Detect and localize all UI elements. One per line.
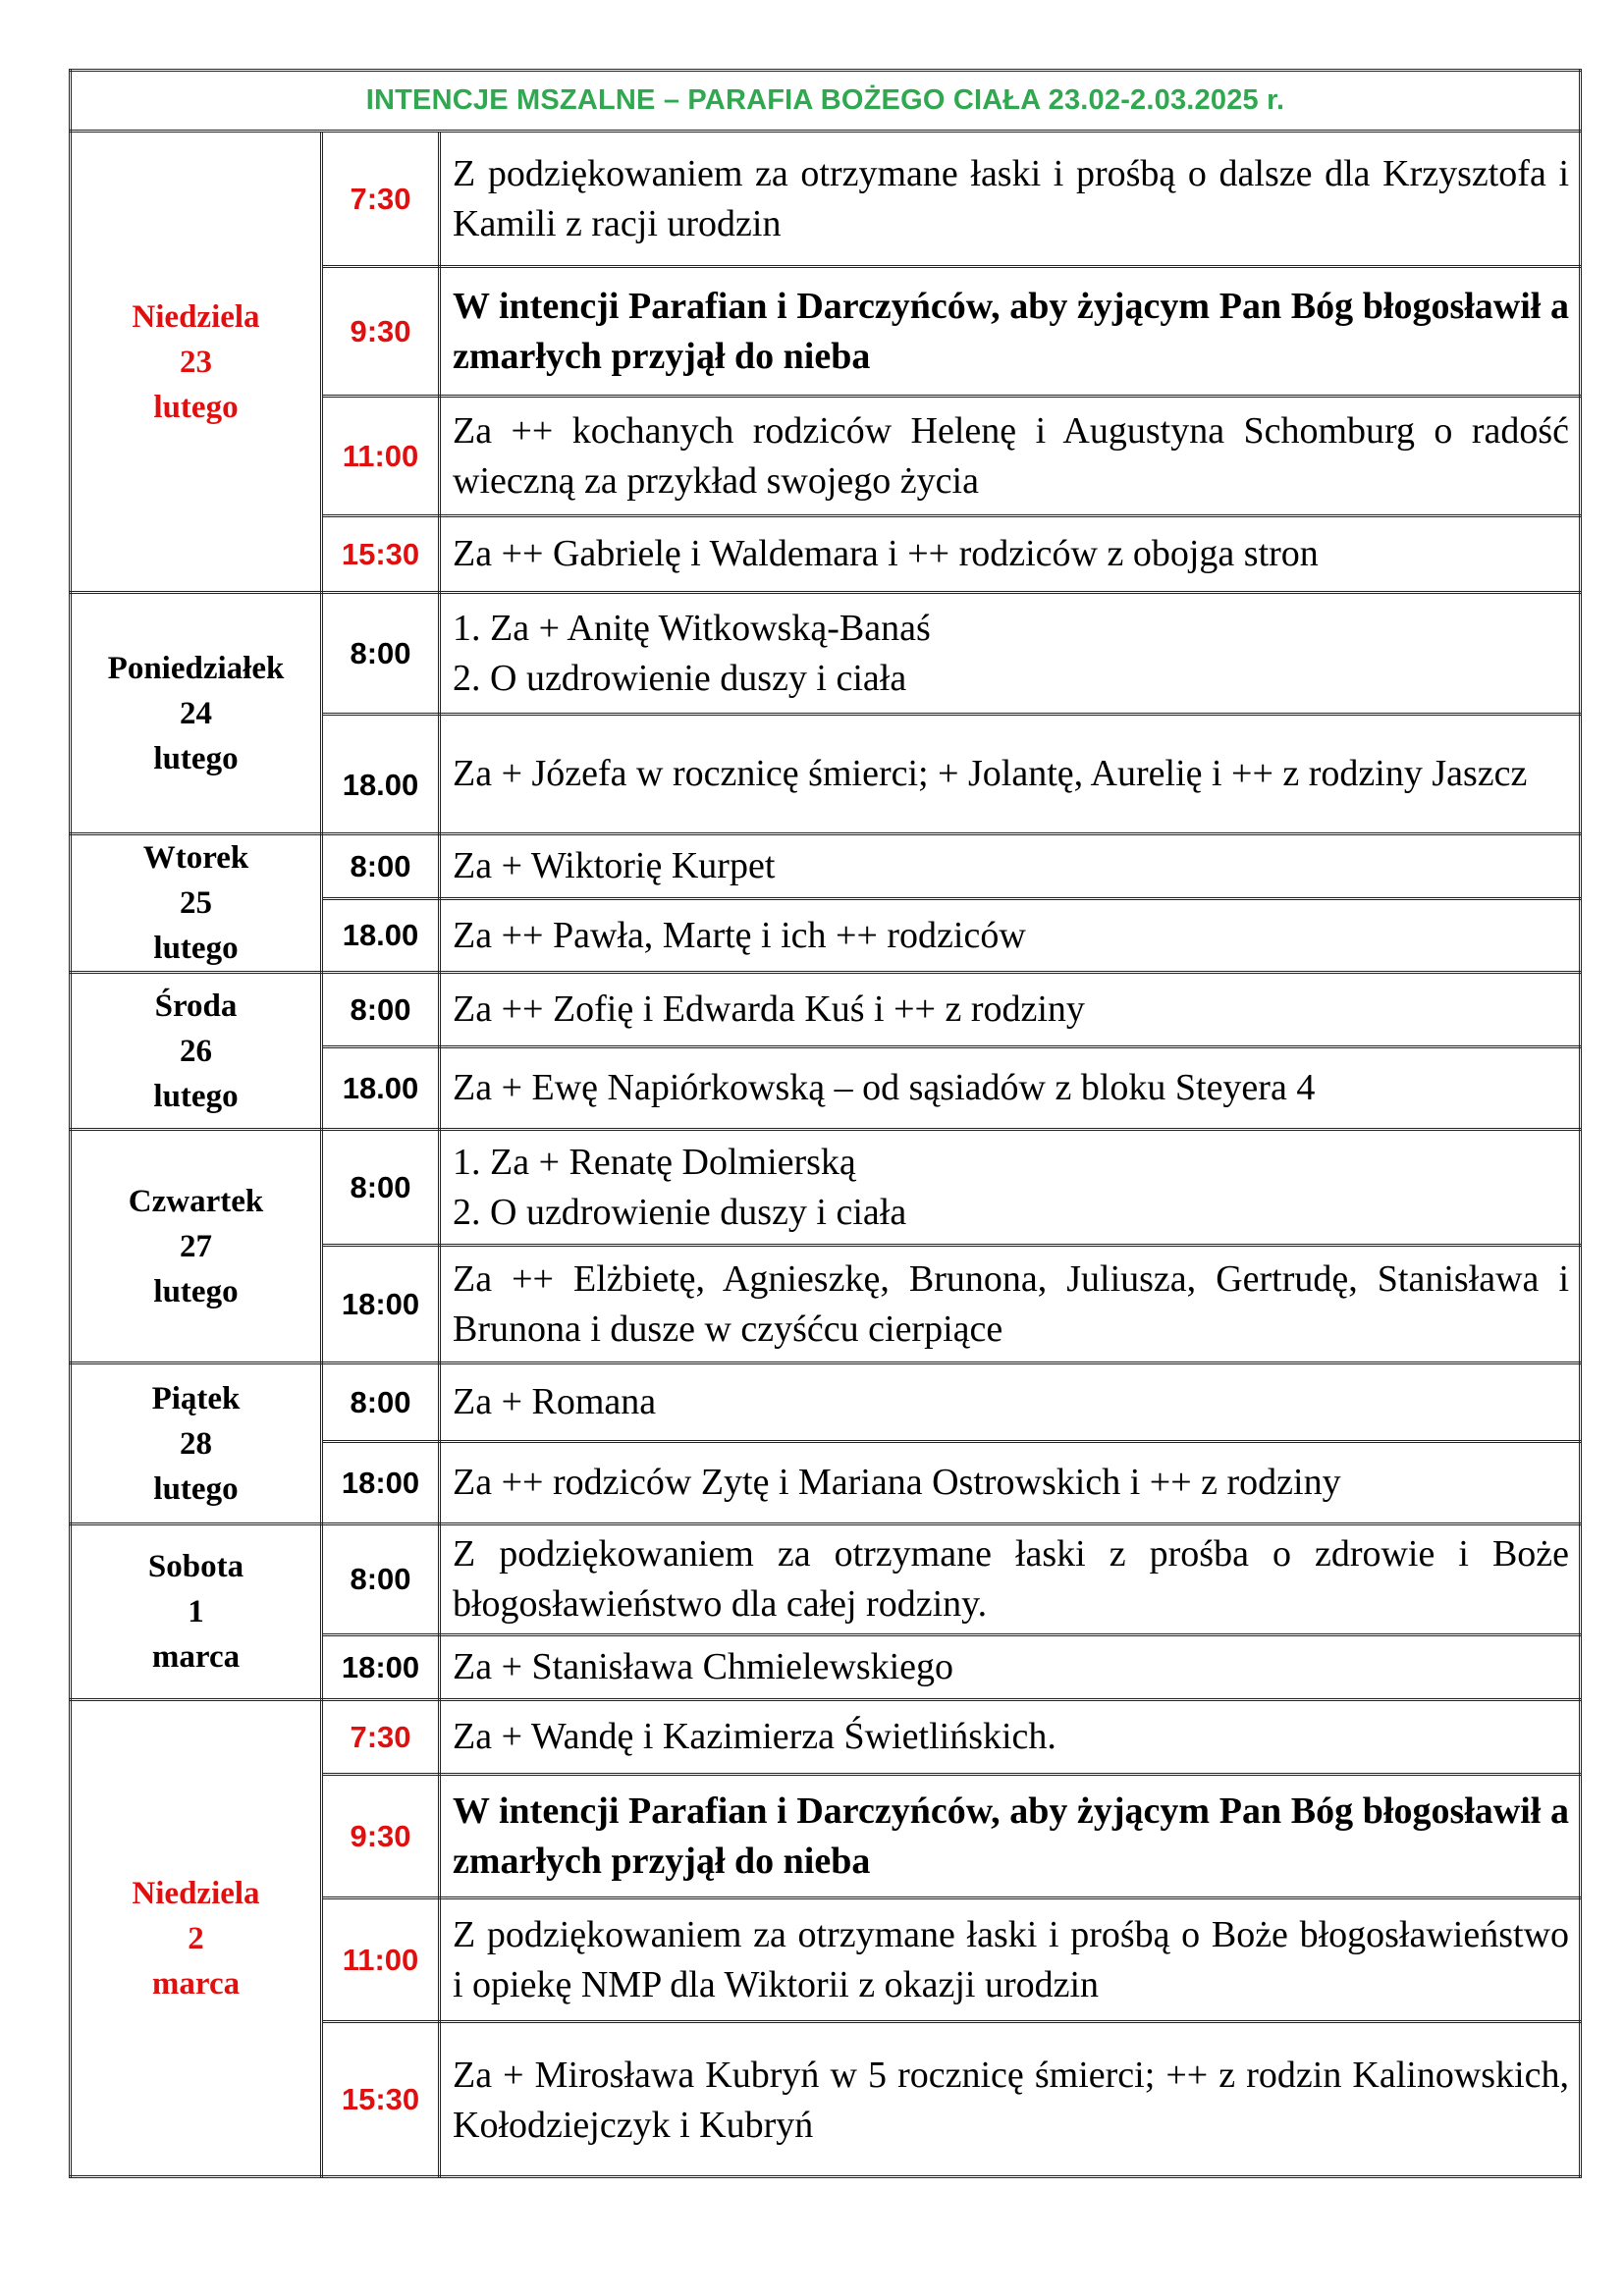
mass-intention: Za ++ Elżbietę, Agnieszkę, Brunona, Juliusza, Gertrudę, Stanisława i Brunona i dusze w czyśćcu cierpiące	[440, 1246, 1581, 1363]
day-month: lutego	[153, 1273, 239, 1309]
mass-intention: Za + Józefa w rocznicę śmierci; + Jolantę, Aurelię i ++ z rodziny Jaszcz	[440, 715, 1581, 834]
mass-time: 15:30	[322, 2022, 440, 2177]
mass-intention: Za + Ewę Napiórkowską – od sąsiadów z bloku Steyera 4	[440, 1047, 1581, 1130]
day-cell	[71, 132, 322, 593]
day-month: marca	[151, 1965, 241, 2002]
table-row	[71, 593, 1581, 715]
day-cell	[71, 593, 322, 834]
mass-intention: Za ++ Pawła, Martę i ich ++ rodziców	[440, 899, 1581, 973]
day-number: 25	[180, 885, 212, 921]
mass-intention	[440, 593, 1581, 715]
mass-time: 18:00	[322, 1246, 440, 1363]
day-name: Niedziela	[132, 298, 260, 335]
day-name: Niedziela	[132, 1875, 260, 1911]
day-month: lutego	[153, 1470, 239, 1507]
day-name: Sobota	[147, 1549, 244, 1584]
mass-intention: Za + Wiktorię Kurpet	[440, 834, 1581, 899]
mass-time: 18:00	[322, 1442, 440, 1524]
intention-line: 1. Za + Anitę Witkowską-Banaś	[453, 607, 931, 649]
page-title: INTENCJE MSZALNE – PARAFIA BOŻEGO CIAŁA 23.02-2.03.2025 r.	[71, 71, 1581, 132]
mass-intention: W intencji Parafian i Darczyńców, aby żyjącym Pan Bóg błogosławił a zmarłych przyjął do nieba	[440, 1775, 1581, 1898]
mass-time: 11:00	[322, 1898, 440, 2022]
mass-time: 9:30	[322, 1775, 440, 1898]
table-row	[71, 132, 1581, 267]
mass-intention: Z podziękowaniem za otrzymane łaski i prośbą o dalsze dla Krzysztofa i Kamili z racji urodzin	[440, 132, 1581, 267]
mass-time: 8:00	[322, 1524, 440, 1635]
intention-line: 1. Za + Renatę Dolmierską	[453, 1141, 856, 1183]
day-number: 1	[188, 1594, 204, 1629]
day-cell	[71, 973, 322, 1130]
day-name: Środa	[154, 988, 238, 1024]
mass-time: 8:00	[322, 973, 440, 1047]
mass-intention: Za ++ kochanych rodziców Helenę i Augustyna Schomburg o radość wieczną za przykład swojego życia	[440, 397, 1581, 516]
title-row	[71, 71, 1581, 132]
day-number: 24	[180, 695, 212, 731]
mass-intention: W intencji Parafian i Darczyńców, aby żyjącym Pan Bóg błogosławił a zmarłych przyjął do nieba	[440, 267, 1581, 397]
mass-time: 8:00	[322, 593, 440, 715]
day-cell	[71, 834, 322, 973]
mass-intention: Z podziękowaniem za otrzymane łaski i prośbą o Boże błogosławieństwo i opiekę NMP dla Wiktorii z okazji urodzin	[440, 1898, 1581, 2022]
day-cell	[71, 1700, 322, 2177]
mass-intention	[440, 1130, 1581, 1246]
mass-time: 8:00	[322, 1130, 440, 1246]
day-number: 2	[188, 1920, 204, 1956]
table-row	[71, 1524, 1581, 1635]
mass-intention: Za + Wandę i Kazimierza Świetlińskich.	[440, 1700, 1581, 1775]
mass-time: 11:00	[322, 397, 440, 516]
mass-intention: Za ++ rodziców Zytę i Mariana Ostrowskich i ++ z rodziny	[440, 1442, 1581, 1524]
day-name: Czwartek	[128, 1183, 264, 1219]
mass-time: 15:30	[322, 516, 440, 593]
mass-time: 18.00	[322, 715, 440, 834]
mass-time: 18:00	[322, 1635, 440, 1700]
intention-line: 2. O uzdrowienie duszy i ciała	[453, 657, 907, 699]
day-month: lutego	[153, 740, 239, 776]
day-month: lutego	[153, 931, 239, 966]
table-row	[71, 1363, 1581, 1442]
table-row	[71, 973, 1581, 1047]
mass-time: 18.00	[322, 1047, 440, 1130]
day-name: Poniedziałek	[107, 650, 285, 686]
day-cell	[71, 1524, 322, 1700]
mass-intention: Z podziękowaniem za otrzymane łaski z prośba o zdrowie i Boże błogosławieństwo dla całej rodziny.	[440, 1524, 1581, 1635]
day-cell	[71, 1130, 322, 1363]
day-number: 28	[180, 1425, 212, 1462]
mass-time: 7:30	[322, 1700, 440, 1775]
mass-time: 8:00	[322, 1363, 440, 1442]
day-name: Wtorek	[142, 840, 249, 876]
mass-intentions-table	[69, 69, 1582, 2178]
day-number: 26	[180, 1033, 212, 1069]
table-row	[71, 1130, 1581, 1246]
day-name: Piątek	[151, 1380, 241, 1416]
day-month: lutego	[153, 1078, 239, 1114]
mass-intention: Za ++ Zofię i Edwarda Kuś i ++ z rodziny	[440, 973, 1581, 1047]
mass-time: 8:00	[322, 834, 440, 899]
mass-time: 7:30	[322, 132, 440, 267]
mass-time: 9:30	[322, 267, 440, 397]
mass-time: 18.00	[322, 899, 440, 973]
mass-intention: Za + Mirosława Kubryń w 5 rocznicę śmierci; ++ z rodzin Kalinowskich, Kołodziejczyk i Kubryń	[440, 2022, 1581, 2177]
day-number: 27	[180, 1228, 212, 1264]
day-month: lutego	[153, 389, 239, 425]
intention-line: 2. O uzdrowienie duszy i ciała	[453, 1191, 907, 1233]
table-row	[71, 1700, 1581, 1775]
mass-intention: Za + Stanisława Chmielewskiego	[440, 1635, 1581, 1700]
mass-intention: Za ++ Gabrielę i Waldemara i ++ rodziców z obojga stron	[440, 516, 1581, 593]
mass-intention: Za + Romana	[440, 1363, 1581, 1442]
day-cell	[71, 1363, 322, 1524]
day-month: marca	[151, 1639, 241, 1675]
day-number: 23	[180, 344, 212, 380]
table-row	[71, 834, 1581, 899]
